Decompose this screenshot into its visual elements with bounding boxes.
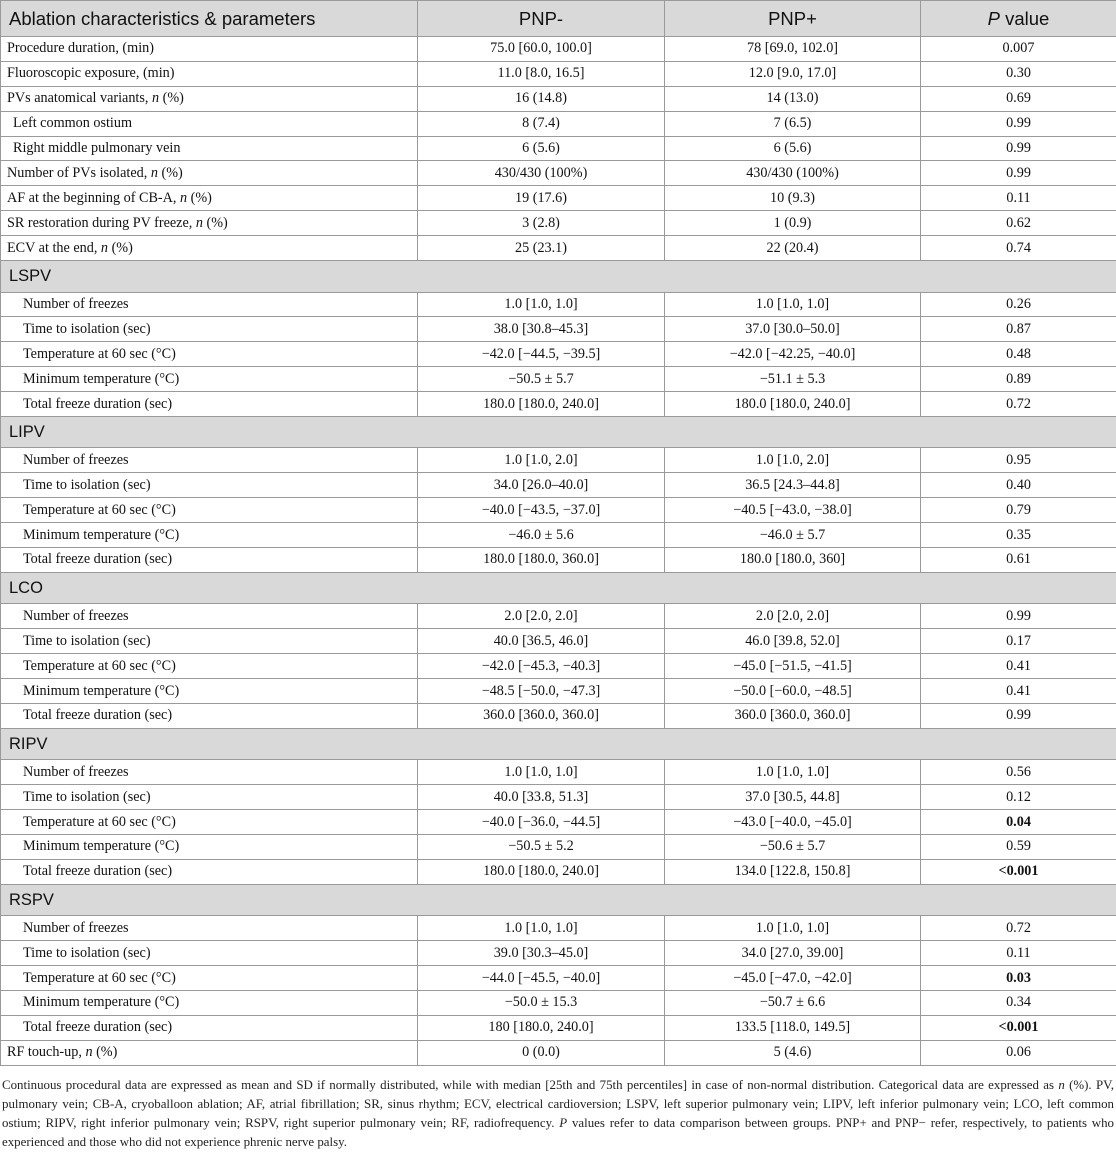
pnp-minus-value: −46.0 ± 5.6: [418, 523, 665, 548]
pnp-minus-value: 34.0 [26.0–40.0]: [418, 473, 665, 498]
pnp-plus-value: −50.0 [−60.0, −48.5]: [665, 679, 921, 704]
pnp-plus-value: 12.0 [9.0, 17.0]: [665, 61, 921, 86]
table-row: [1, 629, 1116, 654]
row-label: ECV at the end, n (%): [1, 236, 418, 261]
table-row: [1, 548, 1116, 573]
table-row: [1, 1015, 1116, 1040]
pnp-minus-value: 0 (0.0): [418, 1040, 665, 1065]
pnp-minus-value: 2.0 [2.0, 2.0]: [418, 604, 665, 629]
row-label: Number of PVs isolated, n (%): [1, 161, 418, 186]
p-value: 0.007: [921, 37, 1116, 62]
p-value: 0.87: [921, 317, 1116, 342]
p-value: 0.03: [921, 966, 1116, 991]
pnp-minus-value: 11.0 [8.0, 16.5]: [418, 61, 665, 86]
section-header-row: [1, 884, 1116, 916]
p-value: 0.56: [921, 760, 1116, 785]
pnp-minus-value: 3 (2.8): [418, 211, 665, 236]
pnp-plus-value: 133.5 [118.0, 149.5]: [665, 1015, 921, 1040]
p-value: 0.41: [921, 654, 1116, 679]
p-value: 0.74: [921, 236, 1116, 261]
p-value: 0.59: [921, 835, 1116, 860]
header-p-value: [921, 1, 1116, 37]
pnp-minus-value: −42.0 [−44.5, −39.5]: [418, 342, 665, 367]
pnp-minus-value: 39.0 [30.3–45.0]: [418, 941, 665, 966]
section-header-row: [1, 416, 1116, 448]
row-label: Total freeze duration (sec): [1, 548, 418, 573]
p-value: 0.17: [921, 629, 1116, 654]
table-row: [1, 186, 1116, 211]
row-label: Time to isolation (sec): [1, 473, 418, 498]
pnp-plus-value: 10 (9.3): [665, 186, 921, 211]
pnp-minus-value: −50.5 ± 5.2: [418, 835, 665, 860]
row-label: Right middle pulmonary vein: [1, 136, 418, 161]
row-label: Total freeze duration (sec): [1, 703, 418, 728]
table-row: [1, 604, 1116, 629]
pnp-minus-value: 40.0 [33.8, 51.3]: [418, 785, 665, 810]
pnp-plus-value: 37.0 [30.0–50.0]: [665, 317, 921, 342]
p-value: 0.11: [921, 186, 1116, 211]
pnp-minus-value: 40.0 [36.5, 46.0]: [418, 629, 665, 654]
pnp-minus-value: −40.0 [−36.0, −44.5]: [418, 810, 665, 835]
p-value: 0.69: [921, 86, 1116, 111]
row-label: Temperature at 60 sec (°C): [1, 966, 418, 991]
table-row: [1, 136, 1116, 161]
table-row: [1, 211, 1116, 236]
pnp-minus-value: 1.0 [1.0, 1.0]: [418, 916, 665, 941]
table-row: [1, 523, 1116, 548]
p-value: 0.72: [921, 916, 1116, 941]
pnp-plus-value: 180.0 [180.0, 240.0]: [665, 392, 921, 417]
table-row: [1, 941, 1116, 966]
table-row: [1, 236, 1116, 261]
pnp-minus-value: 180.0 [180.0, 240.0]: [418, 392, 665, 417]
header-parameters: Ablation characteristics & parameters: [1, 1, 418, 37]
table-row: [1, 703, 1116, 728]
p-value: 0.40: [921, 473, 1116, 498]
table-row: [1, 654, 1116, 679]
p-value: 0.99: [921, 136, 1116, 161]
row-label: Procedure duration, (min): [1, 37, 418, 62]
pnp-minus-value: 1.0 [1.0, 1.0]: [418, 292, 665, 317]
header-row: [1, 1, 1116, 37]
pnp-plus-value: 430/430 (100%): [665, 161, 921, 186]
pnp-plus-value: −40.5 [−43.0, −38.0]: [665, 498, 921, 523]
table-row: [1, 448, 1116, 473]
table-row: [1, 679, 1116, 704]
row-label: PVs anatomical variants, n (%): [1, 86, 418, 111]
header-pnp-minus: PNP-: [418, 1, 665, 37]
header-pnp-plus: PNP+: [665, 1, 921, 37]
pnp-minus-value: 19 (17.6): [418, 186, 665, 211]
p-value: 0.26: [921, 292, 1116, 317]
row-label: Number of freezes: [1, 760, 418, 785]
row-label: Fluoroscopic exposure, (min): [1, 61, 418, 86]
pnp-minus-value: 75.0 [60.0, 100.0]: [418, 37, 665, 62]
row-label: AF at the beginning of CB-A, n (%): [1, 186, 418, 211]
p-value: 0.61: [921, 548, 1116, 573]
p-value: 0.06: [921, 1040, 1116, 1065]
p-value: 0.89: [921, 367, 1116, 392]
table-row: [1, 392, 1116, 417]
pnp-plus-value: 1.0 [1.0, 1.0]: [665, 760, 921, 785]
row-label: Temperature at 60 sec (°C): [1, 498, 418, 523]
table-row: [1, 37, 1116, 62]
section-title: RIPV: [1, 728, 1116, 760]
row-label: Number of freezes: [1, 604, 418, 629]
table-row: [1, 966, 1116, 991]
pnp-plus-value: 22 (20.4): [665, 236, 921, 261]
pnp-minus-value: 38.0 [30.8–45.3]: [418, 317, 665, 342]
pnp-plus-value: −45.0 [−51.5, −41.5]: [665, 654, 921, 679]
p-value: 0.99: [921, 604, 1116, 629]
row-label: Total freeze duration (sec): [1, 392, 418, 417]
table-row: [1, 916, 1116, 941]
p-value: <0.001: [921, 859, 1116, 884]
p-value: 0.48: [921, 342, 1116, 367]
pnp-plus-value: 2.0 [2.0, 2.0]: [665, 604, 921, 629]
pnp-minus-value: 430/430 (100%): [418, 161, 665, 186]
table-row: [1, 473, 1116, 498]
table-row: [1, 367, 1116, 392]
table-row: [1, 760, 1116, 785]
table-row: [1, 342, 1116, 367]
p-value: 0.72: [921, 392, 1116, 417]
pnp-plus-value: 6 (5.6): [665, 136, 921, 161]
row-label: Minimum temperature (°C): [1, 835, 418, 860]
header-p-rest: value: [999, 7, 1050, 29]
p-value: 0.41: [921, 679, 1116, 704]
row-label: Temperature at 60 sec (°C): [1, 810, 418, 835]
header-p-letter: P: [987, 7, 1000, 29]
row-label: Temperature at 60 sec (°C): [1, 654, 418, 679]
p-value: 0.11: [921, 941, 1116, 966]
pnp-minus-value: 180.0 [180.0, 240.0]: [418, 859, 665, 884]
table-row: [1, 991, 1116, 1016]
row-label: Time to isolation (sec): [1, 317, 418, 342]
section-header-row: [1, 728, 1116, 760]
p-value: 0.12: [921, 785, 1116, 810]
section-header-row: [1, 572, 1116, 604]
pnp-plus-value: 1.0 [1.0, 1.0]: [665, 292, 921, 317]
table-row: [1, 785, 1116, 810]
row-label: Minimum temperature (°C): [1, 367, 418, 392]
table-row: [1, 161, 1116, 186]
table-row: [1, 859, 1116, 884]
pnp-minus-value: 180 [180.0, 240.0]: [418, 1015, 665, 1040]
pnp-plus-value: −42.0 [−42.25, −40.0]: [665, 342, 921, 367]
row-label: Minimum temperature (°C): [1, 991, 418, 1016]
table-footnote: Continuous procedural data are expressed as mean and SD if normally distributed, while with median [25th and 75th percentiles] in case of non-normal distribution. Categorical data are expressed as n (%). PV, pulmonary vein; CB-A, cryoballoon ablation; AF, atrial fibrillation; SR, sinus rhythm; ECV, electrical cardioversion; LSPV, left superior pulmonary vein; LIPV, left inferior pulmonary vein; LCO, left common ostium; RIPV, right inferior pulmonary vein; RSPV, right superior pulmonary vein; RF, radiofrequency. P values refer to data comparison between groups. PNP+ and PNP− refer, respectively, to patients who experienced and those who did not experience phrenic nerve palsy.: [2, 1078, 1115, 1149]
pnp-minus-value: 180.0 [180.0, 360.0]: [418, 548, 665, 573]
pnp-plus-value: 46.0 [39.8, 52.0]: [665, 629, 921, 654]
table-row: [1, 1040, 1116, 1065]
p-value: 0.35: [921, 523, 1116, 548]
row-label: SR restoration during PV freeze, n (%): [1, 211, 418, 236]
section-header-row: [1, 261, 1116, 293]
p-value: 0.79: [921, 498, 1116, 523]
pnp-minus-value: 16 (14.8): [418, 86, 665, 111]
row-label: Left common ostium: [1, 111, 418, 136]
p-value: 0.99: [921, 111, 1116, 136]
pnp-plus-value: 36.5 [24.3–44.8]: [665, 473, 921, 498]
pnp-plus-value: 360.0 [360.0, 360.0]: [665, 703, 921, 728]
pnp-plus-value: 1.0 [1.0, 2.0]: [665, 448, 921, 473]
p-value: 0.95: [921, 448, 1116, 473]
table-row: [1, 810, 1116, 835]
row-label: Total freeze duration (sec): [1, 859, 418, 884]
row-label: Minimum temperature (°C): [1, 679, 418, 704]
table-body: [1, 37, 1116, 1066]
p-value: 0.62: [921, 211, 1116, 236]
pnp-plus-value: 7 (6.5): [665, 111, 921, 136]
row-label: Time to isolation (sec): [1, 629, 418, 654]
section-title: LIPV: [1, 416, 1116, 448]
row-label: Number of freezes: [1, 916, 418, 941]
pnp-minus-value: −48.5 [−50.0, −47.3]: [418, 679, 665, 704]
pnp-plus-value: −51.1 ± 5.3: [665, 367, 921, 392]
table-row: [1, 498, 1116, 523]
row-label: Number of freezes: [1, 448, 418, 473]
pnp-plus-value: 37.0 [30.5, 44.8]: [665, 785, 921, 810]
pnp-plus-value: 34.0 [27.0, 39.00]: [665, 941, 921, 966]
table-header: [1, 1, 1116, 37]
table-row: [1, 317, 1116, 342]
section-title: RSPV: [1, 884, 1116, 916]
pnp-plus-value: 1 (0.9): [665, 211, 921, 236]
p-value: 0.30: [921, 61, 1116, 86]
pnp-minus-value: 360.0 [360.0, 360.0]: [418, 703, 665, 728]
pnp-minus-value: −44.0 [−45.5, −40.0]: [418, 966, 665, 991]
section-title: LSPV: [1, 261, 1116, 293]
pnp-plus-value: 5 (4.6): [665, 1040, 921, 1065]
p-value: <0.001: [921, 1015, 1116, 1040]
pnp-minus-value: 6 (5.6): [418, 136, 665, 161]
row-label: RF touch-up, n (%): [1, 1040, 418, 1065]
p-value: 0.34: [921, 991, 1116, 1016]
pnp-plus-value: −43.0 [−40.0, −45.0]: [665, 810, 921, 835]
section-title: LCO: [1, 572, 1116, 604]
pnp-plus-value: 180.0 [180.0, 360]: [665, 548, 921, 573]
pnp-plus-value: 78 [69.0, 102.0]: [665, 37, 921, 62]
pnp-plus-value: −45.0 [−47.0, −42.0]: [665, 966, 921, 991]
pnp-plus-value: −46.0 ± 5.7: [665, 523, 921, 548]
table-row: [1, 111, 1116, 136]
table-row: [1, 61, 1116, 86]
p-value: 0.99: [921, 161, 1116, 186]
table-row: [1, 835, 1116, 860]
pnp-minus-value: −50.5 ± 5.7: [418, 367, 665, 392]
pnp-minus-value: 1.0 [1.0, 2.0]: [418, 448, 665, 473]
row-label: Total freeze duration (sec): [1, 1015, 418, 1040]
row-label: Number of freezes: [1, 292, 418, 317]
pnp-plus-value: −50.7 ± 6.6: [665, 991, 921, 1016]
pnp-plus-value: −50.6 ± 5.7: [665, 835, 921, 860]
pnp-minus-value: −42.0 [−45.3, −40.3]: [418, 654, 665, 679]
pnp-minus-value: 8 (7.4): [418, 111, 665, 136]
table-row: [1, 292, 1116, 317]
p-value: 0.04: [921, 810, 1116, 835]
pnp-plus-value: 134.0 [122.8, 150.8]: [665, 859, 921, 884]
row-label: Time to isolation (sec): [1, 785, 418, 810]
p-value: 0.99: [921, 703, 1116, 728]
pnp-plus-value: 14 (13.0): [665, 86, 921, 111]
pnp-minus-value: 1.0 [1.0, 1.0]: [418, 760, 665, 785]
pnp-minus-value: −50.0 ± 15.3: [418, 991, 665, 1016]
pnp-minus-value: 25 (23.1): [418, 236, 665, 261]
pnp-plus-value: 1.0 [1.0, 1.0]: [665, 916, 921, 941]
pnp-minus-value: −40.0 [−43.5, −37.0]: [418, 498, 665, 523]
row-label: Time to isolation (sec): [1, 941, 418, 966]
row-label: Temperature at 60 sec (°C): [1, 342, 418, 367]
row-label: Minimum temperature (°C): [1, 523, 418, 548]
table-row: [1, 86, 1116, 111]
